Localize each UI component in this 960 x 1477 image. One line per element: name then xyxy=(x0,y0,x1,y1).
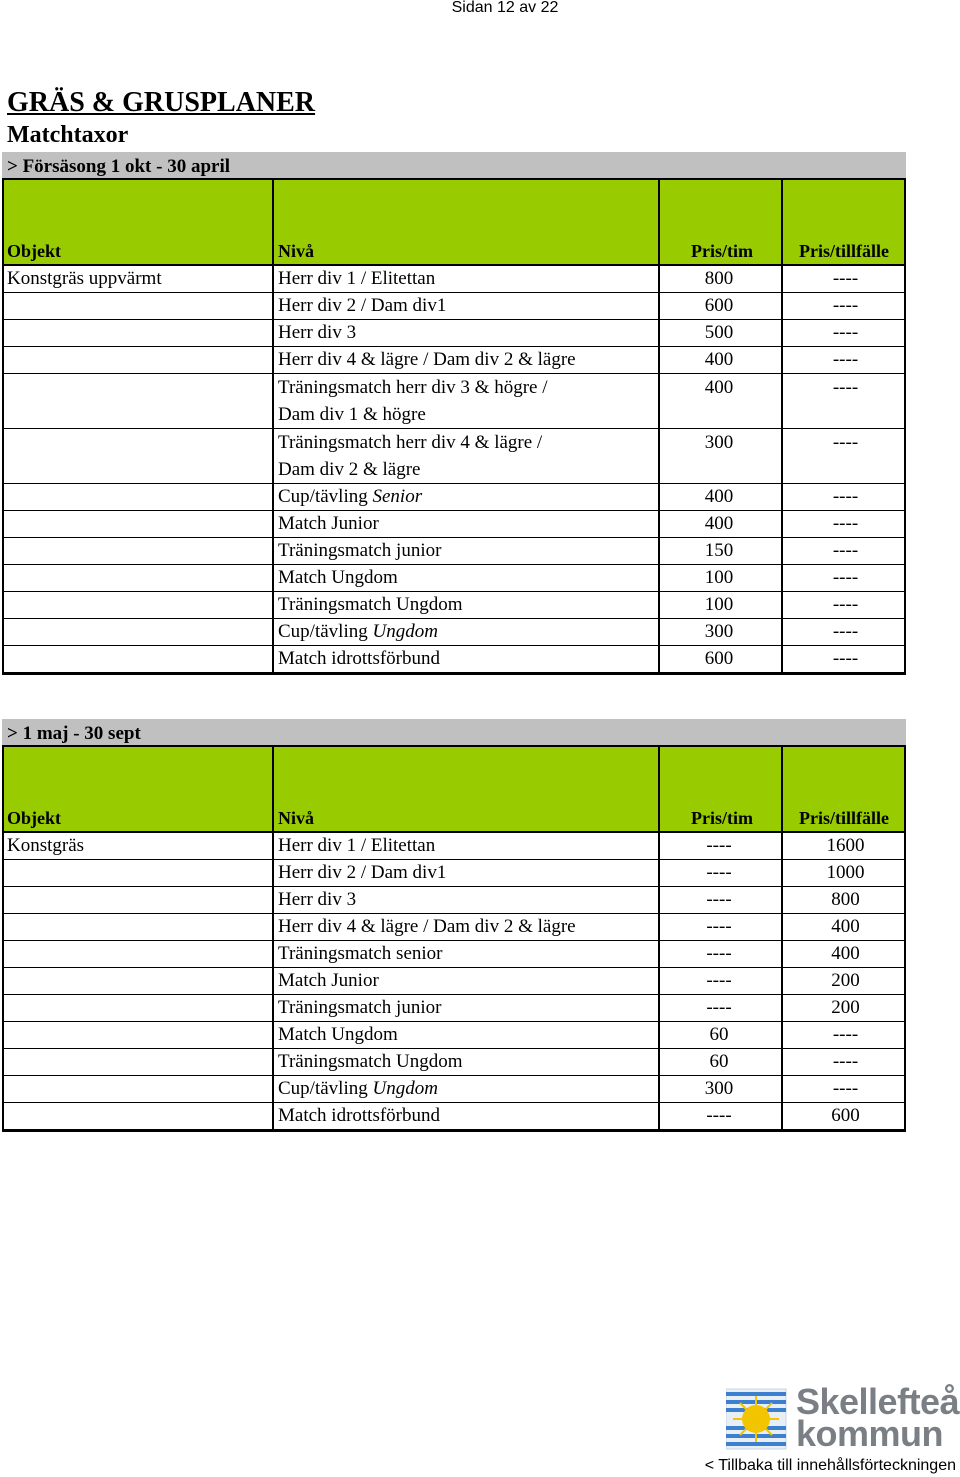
cell-pris-tillfalle xyxy=(781,565,904,591)
pris-tillfalle-value: 800 xyxy=(831,889,860,910)
cell-objekt: Konstgräs uppvärmt xyxy=(7,268,162,289)
pris-tillfalle-value: ---- xyxy=(832,621,859,642)
cell-pris-tim xyxy=(658,429,781,483)
cell-pris-tillfalle xyxy=(781,1049,904,1075)
column-header-pris-tim: Pris/tim xyxy=(658,747,781,831)
cell-pris-tillfalle xyxy=(781,968,904,994)
cell-objekt xyxy=(4,995,272,1021)
niva-text: Match idrottsförbund xyxy=(278,1105,441,1126)
cell-niva xyxy=(272,860,658,886)
table-row xyxy=(4,1103,904,1130)
cell-pris-tim xyxy=(658,565,781,591)
page-title: GRÄS & GRUSPLANER xyxy=(7,87,316,118)
logo-line-1: Skellefteå xyxy=(796,1381,960,1422)
pris-tim-value: 500 xyxy=(704,322,734,343)
column-header-objekt: Objekt xyxy=(7,241,61,261)
pris-tim-value: 300 xyxy=(704,432,734,453)
table-row xyxy=(4,1076,904,1103)
cell-objekt xyxy=(4,968,272,994)
table-header xyxy=(4,745,904,833)
pris-tillfalle-value: 1000 xyxy=(826,862,865,883)
cell-objekt xyxy=(4,538,272,564)
table-row xyxy=(4,266,904,293)
cell-objekt xyxy=(4,1022,272,1048)
cell-pris-tim xyxy=(658,484,781,510)
pris-tillfalle-value: ---- xyxy=(832,540,859,561)
cell-pris-tim xyxy=(658,266,781,292)
pris-tillfalle-value: ---- xyxy=(832,567,859,588)
cell-niva xyxy=(272,266,658,292)
table-row xyxy=(4,347,904,374)
table-header xyxy=(4,178,904,266)
table-row xyxy=(4,320,904,347)
column-header-pris-tillfalle: Pris/tillfälle xyxy=(781,180,904,264)
table-row xyxy=(4,914,904,941)
table-row xyxy=(4,429,904,484)
table-row xyxy=(4,995,904,1022)
niva-text: Träningsmatch Ungdom xyxy=(278,594,463,615)
back-to-toc-link[interactable]: < Tillbaka till innehållsförteckningen xyxy=(704,1457,956,1474)
section-sommar xyxy=(2,719,906,1132)
column-header-niva: Nivå xyxy=(272,180,658,264)
pris-tillfalle-value: ---- xyxy=(832,432,859,453)
table-row xyxy=(4,293,904,320)
cell-pris-tillfalle xyxy=(781,941,904,967)
cell-pris-tillfalle xyxy=(781,860,904,886)
cell-objekt xyxy=(4,1103,272,1129)
niva-text: Herr div 2 / Dam div1 xyxy=(278,862,447,883)
pris-tim-value: ---- xyxy=(706,916,732,937)
page-subtitle: Matchtaxor xyxy=(7,122,129,148)
table-row xyxy=(4,941,904,968)
cell-niva xyxy=(272,592,658,618)
cell-pris-tillfalle xyxy=(781,1022,904,1048)
cell-pris-tim xyxy=(658,293,781,319)
table-row xyxy=(4,968,904,995)
cell-pris-tillfalle xyxy=(781,484,904,510)
cell-niva xyxy=(272,538,658,564)
cell-niva xyxy=(272,887,658,913)
pris-tim-value: ---- xyxy=(706,970,732,991)
niva-text: Herr div 3 xyxy=(278,889,357,910)
cell-pris-tillfalle xyxy=(781,914,904,940)
cell-niva xyxy=(272,619,658,645)
pris-tim-value: 400 xyxy=(704,486,734,507)
cell-objekt xyxy=(4,914,272,940)
cell-pris-tillfalle xyxy=(781,646,904,672)
cell-objekt xyxy=(4,484,272,510)
cell-pris-tim xyxy=(658,592,781,618)
cell-objekt xyxy=(4,374,272,428)
pris-tim-value: 400 xyxy=(704,513,734,534)
niva-text: Herr div 4 & lägre / Dam div 2 & lägre xyxy=(278,349,576,370)
price-table xyxy=(2,178,906,675)
table-row xyxy=(4,646,904,673)
column-header-pris-tim: Pris/tim xyxy=(658,180,781,264)
table-row xyxy=(4,592,904,619)
pris-tim-value: 400 xyxy=(704,349,734,370)
cell-objekt xyxy=(4,1076,272,1102)
niva-text: Match Junior xyxy=(278,513,379,534)
column-header-objekt: Objekt xyxy=(7,808,61,828)
cell-pris-tillfalle xyxy=(781,833,904,859)
cell-objekt xyxy=(4,941,272,967)
niva-category: Senior xyxy=(372,486,423,507)
cell-pris-tillfalle xyxy=(781,511,904,537)
cell-objekt xyxy=(4,293,272,319)
pris-tillfalle-value: ---- xyxy=(832,1051,859,1072)
cell-pris-tim xyxy=(658,860,781,886)
pris-tillfalle-value: ---- xyxy=(832,486,859,507)
pris-tillfalle-value: ---- xyxy=(832,513,859,534)
cell-niva xyxy=(272,914,658,940)
pris-tim-value: 300 xyxy=(704,621,734,642)
cell-pris-tillfalle xyxy=(781,266,904,292)
cell-pris-tim xyxy=(658,646,781,672)
pris-tillfalle-value: 200 xyxy=(831,997,860,1018)
pris-tillfalle-value: 600 xyxy=(831,1105,860,1126)
cell-pris-tim xyxy=(658,1103,781,1129)
column-header-pris-tillfalle: Pris/tillfälle xyxy=(781,747,904,831)
cell-niva xyxy=(272,1076,658,1102)
pris-tim-value: 800 xyxy=(704,268,734,289)
table-row xyxy=(4,619,904,646)
cell-pris-tillfalle xyxy=(781,1103,904,1129)
pris-tillfalle-value: ---- xyxy=(832,377,859,398)
cell-pris-tim xyxy=(658,833,781,859)
cell-pris-tillfalle xyxy=(781,429,904,483)
sun-emblem-icon xyxy=(726,1389,786,1449)
pris-tillfalle-value: ---- xyxy=(832,648,859,669)
cell-niva xyxy=(272,347,658,373)
cell-pris-tim xyxy=(658,347,781,373)
cell-niva xyxy=(272,320,658,346)
niva-text: Match Ungdom xyxy=(278,567,398,588)
cell-niva xyxy=(272,429,658,483)
cell-objekt xyxy=(4,511,272,537)
cell-pris-tillfalle xyxy=(781,887,904,913)
pris-tim-value: 600 xyxy=(704,648,734,669)
section-forsasong xyxy=(2,152,906,675)
niva-text: Träningsmatch Ungdom xyxy=(278,1051,463,1072)
cell-objekt xyxy=(4,429,272,483)
niva-text: Match idrottsförbund xyxy=(278,648,441,669)
pris-tim-value: ---- xyxy=(706,835,732,856)
cell-objekt xyxy=(4,347,272,373)
niva-text-line-2: Dam div 1 & högre xyxy=(278,404,426,425)
cell-pris-tim xyxy=(658,941,781,967)
table-row xyxy=(4,565,904,592)
pris-tim-value: 60 xyxy=(709,1024,729,1045)
table-row xyxy=(4,887,904,914)
cell-pris-tim xyxy=(658,619,781,645)
cell-niva xyxy=(272,995,658,1021)
table-row xyxy=(4,511,904,538)
pris-tillfalle-value: ---- xyxy=(832,322,859,343)
cell-niva xyxy=(272,646,658,672)
table-row xyxy=(4,860,904,887)
niva-text: Cup/tävling xyxy=(278,486,368,507)
cell-pris-tim xyxy=(658,1076,781,1102)
niva-category: Ungdom xyxy=(372,1078,438,1099)
page-number: Sidan 12 av 22 xyxy=(451,0,559,16)
cell-niva xyxy=(272,484,658,510)
pris-tim-value: ---- xyxy=(706,1105,732,1126)
cell-pris-tillfalle xyxy=(781,538,904,564)
pris-tillfalle-value: 1600 xyxy=(826,835,865,856)
cell-niva xyxy=(272,511,658,537)
pris-tillfalle-value: 200 xyxy=(831,970,860,991)
cell-pris-tim xyxy=(658,914,781,940)
pris-tillfalle-value: ---- xyxy=(832,295,859,316)
price-table xyxy=(2,745,906,1132)
cell-pris-tillfalle xyxy=(781,320,904,346)
cell-pris-tillfalle xyxy=(781,347,904,373)
niva-text: Cup/tävling xyxy=(278,1078,368,1099)
niva-text: Herr div 3 xyxy=(278,322,357,343)
table-row xyxy=(4,833,904,860)
cell-niva xyxy=(272,941,658,967)
cell-objekt xyxy=(4,565,272,591)
pris-tim-value: 600 xyxy=(704,295,734,316)
cell-pris-tillfalle xyxy=(781,995,904,1021)
pris-tim-value: 400 xyxy=(704,377,734,398)
cell-objekt xyxy=(4,887,272,913)
pris-tim-value: 100 xyxy=(704,567,734,588)
pris-tillfalle-value: ---- xyxy=(832,1024,859,1045)
cell-objekt xyxy=(4,619,272,645)
cell-pris-tim xyxy=(658,1049,781,1075)
niva-text: Träningsmatch junior xyxy=(278,540,442,561)
pris-tim-value: ---- xyxy=(706,862,732,883)
table-row xyxy=(4,1022,904,1049)
pris-tim-value: 300 xyxy=(704,1078,734,1099)
pris-tim-value: ---- xyxy=(706,943,732,964)
pris-tillfalle-value: ---- xyxy=(832,268,859,289)
cell-pris-tim xyxy=(658,968,781,994)
cell-pris-tillfalle xyxy=(781,619,904,645)
cell-pris-tim xyxy=(658,1022,781,1048)
cell-niva xyxy=(272,293,658,319)
cell-objekt xyxy=(4,592,272,618)
cell-niva xyxy=(272,1022,658,1048)
niva-text: Herr div 4 & lägre / Dam div 2 & lägre xyxy=(278,916,576,937)
pris-tillfalle-value: ---- xyxy=(832,349,859,370)
cell-pris-tillfalle xyxy=(781,293,904,319)
cell-pris-tim xyxy=(658,887,781,913)
column-header-niva: Nivå xyxy=(272,747,658,831)
cell-niva xyxy=(272,374,658,428)
niva-text: Träningsmatch senior xyxy=(278,943,443,964)
niva-text: Match Ungdom xyxy=(278,1024,398,1045)
niva-text-line-2: Dam div 2 & lägre xyxy=(278,459,421,480)
cell-pris-tim xyxy=(658,374,781,428)
cell-objekt xyxy=(4,646,272,672)
niva-text: Träningsmatch junior xyxy=(278,997,442,1018)
cell-niva xyxy=(272,1049,658,1075)
pris-tillfalle-value: 400 xyxy=(831,943,860,964)
cell-niva xyxy=(272,968,658,994)
cell-pris-tim xyxy=(658,511,781,537)
logo-wordmark xyxy=(796,1381,960,1454)
pris-tillfalle-value: ---- xyxy=(832,1078,859,1099)
section-heading: > Försäsong 1 okt - 30 april xyxy=(2,152,906,178)
pris-tim-value: 150 xyxy=(704,540,734,561)
cell-pris-tim xyxy=(658,538,781,564)
logo-line-2: kommun xyxy=(796,1413,944,1454)
cell-niva xyxy=(272,1103,658,1129)
pris-tim-value: ---- xyxy=(706,889,732,910)
niva-text: Träningsmatch herr div 4 & lägre / xyxy=(278,432,543,453)
niva-text: Herr div 1 / Elitettan xyxy=(278,835,436,856)
pris-tim-value: 100 xyxy=(704,594,734,615)
cell-objekt xyxy=(4,1049,272,1075)
niva-category: Ungdom xyxy=(372,621,438,642)
cell-niva xyxy=(272,833,658,859)
pris-tillfalle-value: ---- xyxy=(832,594,859,615)
cell-pris-tillfalle xyxy=(781,592,904,618)
niva-text: Cup/tävling xyxy=(278,621,368,642)
table-row xyxy=(4,1049,904,1076)
niva-text: Herr div 2 / Dam div1 xyxy=(278,295,447,316)
pris-tim-value: 60 xyxy=(709,1051,729,1072)
table-row xyxy=(4,374,904,429)
cell-pris-tim xyxy=(658,995,781,1021)
pris-tillfalle-value: 400 xyxy=(831,916,860,937)
section-heading: > 1 maj - 30 sept xyxy=(2,719,906,745)
cell-objekt: Konstgräs xyxy=(7,835,85,856)
cell-objekt xyxy=(4,320,272,346)
niva-text: Träningsmatch herr div 3 & högre / xyxy=(278,377,548,398)
cell-pris-tillfalle xyxy=(781,1076,904,1102)
cell-pris-tim xyxy=(658,320,781,346)
niva-text: Herr div 1 / Elitettan xyxy=(278,268,436,289)
niva-text: Match Junior xyxy=(278,970,379,991)
pris-tim-value: ---- xyxy=(706,997,732,1018)
cell-pris-tillfalle xyxy=(781,374,904,428)
cell-objekt xyxy=(4,860,272,886)
table-row xyxy=(4,538,904,565)
table-row xyxy=(4,484,904,511)
cell-niva xyxy=(272,565,658,591)
